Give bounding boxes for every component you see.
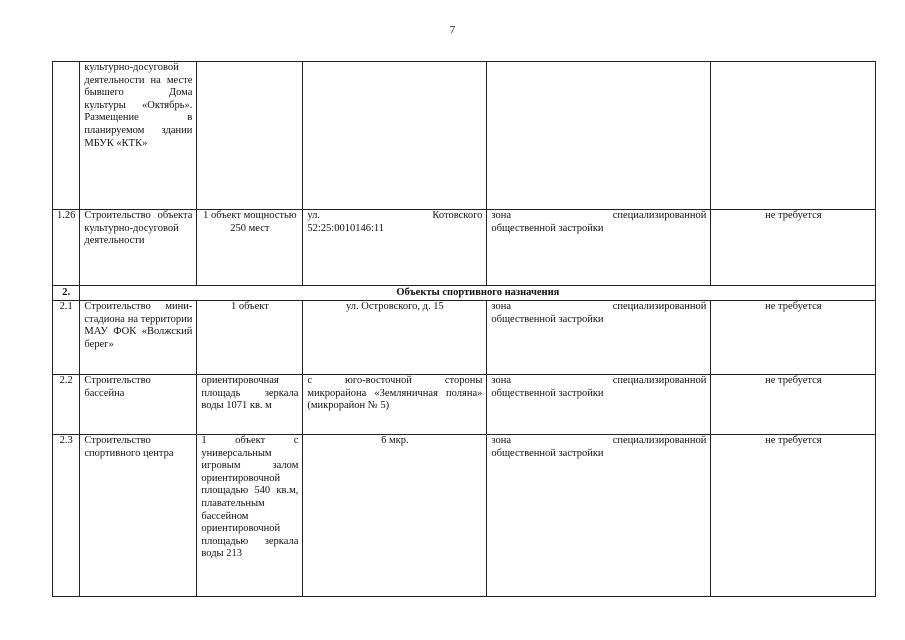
row-number: 2.1: [53, 301, 80, 375]
location-name: Котовского: [432, 210, 483, 221]
zone-rest: общественной застройки: [491, 447, 604, 459]
object-name: Строительство объекта культурно-досуговой деятельности: [80, 210, 197, 286]
object-name: Строительство спортивного центра: [80, 435, 197, 597]
zone-word: зона: [491, 210, 511, 221]
table-row: [53, 375, 876, 435]
object-name: Строительство мини-стадиона на территории МАУ ФОК «Волжский берег»: [80, 301, 197, 375]
zone-word2: специализированной: [612, 375, 707, 386]
object-zone: [487, 375, 711, 435]
zone-word2: специализированной: [612, 301, 707, 312]
section-row: [53, 286, 876, 301]
object-requirement: не требуется: [711, 301, 876, 375]
table-row: [53, 210, 876, 286]
zone-word: зона: [491, 435, 511, 446]
table-row: [53, 62, 876, 210]
object-zone: [487, 435, 711, 597]
object-location: [303, 210, 487, 286]
row-number: 1.26: [53, 210, 80, 286]
object-capacity: 1 объект с универсальным игровым залом ориентировочной площадью 540 кв.м, плавательным бассейном ориентировочной площадью зеркала воды 213: [197, 435, 303, 597]
zone-word2: специализированной: [612, 435, 707, 446]
object-capacity: [197, 62, 303, 210]
location-street: ул.: [307, 210, 321, 221]
section-title: Объекты спортивного назначения: [80, 286, 876, 301]
table-row: [53, 301, 876, 375]
object-capacity: ориентировочная площадь зеркала воды 1071 кв. м: [197, 375, 303, 435]
object-requirement: [711, 62, 876, 210]
zone-rest: общественной застройки: [491, 387, 604, 399]
object-location: [303, 62, 487, 210]
object-zone: [487, 210, 711, 286]
zone-word2: специализированной: [612, 210, 707, 221]
object-zone: [487, 301, 711, 375]
object-name: Строительство бассейна: [80, 375, 197, 435]
page-number: 7: [449, 24, 456, 36]
object-requirement: не требуется: [711, 375, 876, 435]
row-number: 2.2: [53, 375, 80, 435]
object-location: с юго-восточной стороны микрорайона «Земляничная поляна» (микрорайон № 5): [303, 375, 487, 435]
object-capacity: 1 объект мощностью 250 мест: [197, 210, 303, 286]
object-capacity: 1 объект: [197, 301, 303, 375]
table-row: [53, 435, 876, 597]
object-location: 6 мкр.: [303, 435, 487, 597]
object-location: ул. Островского, д. 15: [303, 301, 487, 375]
zone-word: зона: [491, 301, 511, 312]
zone-rest: общественной застройки: [491, 313, 604, 325]
section-number: 2.: [53, 286, 80, 301]
row-number: [53, 62, 80, 210]
object-requirement: не требуется: [711, 435, 876, 597]
row-number: 2.3: [53, 435, 80, 597]
object-requirement: не требуется: [711, 210, 876, 286]
location-code: 52:25:0010146:11: [307, 222, 384, 234]
object-name: культурно-досуговой деятельности на месте бывшего Дома культуры «Октябрь». Размещение в планируемом здании МБУК «КТК»: [80, 62, 197, 210]
zone-word: зона: [491, 375, 511, 386]
objects-table: [52, 61, 876, 597]
object-zone: [487, 62, 711, 210]
zone-rest: общественной застройки: [491, 222, 604, 234]
